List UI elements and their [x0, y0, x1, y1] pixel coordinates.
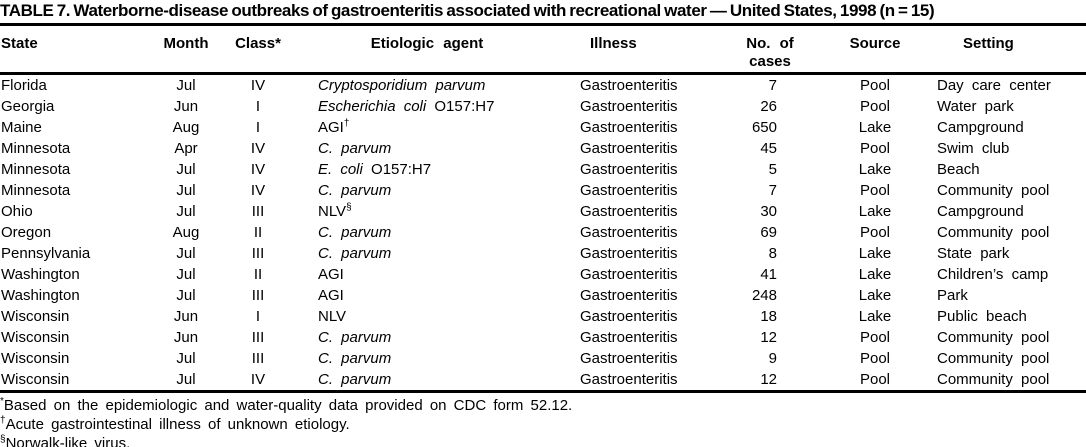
- table-header-row: [0, 26, 1086, 74]
- table-row: [0, 285, 1086, 306]
- cell-month: Aug: [172, 224, 200, 241]
- cell-class: IV: [250, 77, 266, 94]
- cell-etiologic-agent: C. parvum: [318, 140, 392, 157]
- cell-state: Wisconsin: [1, 308, 70, 325]
- cell-state: Maine: [1, 119, 42, 136]
- cell-class: I: [255, 98, 261, 115]
- cell-cases: 41: [760, 266, 777, 283]
- cell-class: IV: [250, 161, 266, 178]
- cell-source: Lake: [858, 203, 892, 220]
- cell-etiologic-agent: C. parvum: [318, 329, 392, 346]
- cell-month: Jul: [176, 182, 196, 199]
- cell-source: Pool: [859, 329, 891, 346]
- cell-cases: 248: [751, 287, 777, 304]
- cell-month: Jun: [173, 308, 199, 325]
- footnote-marker: §: [0, 434, 6, 445]
- cell-state: Wisconsin: [0, 369, 150, 392]
- cell-source: Lake: [858, 287, 892, 304]
- cell-illness: Gastroenteritis: [580, 203, 678, 220]
- cell-illness: Gastroenteritis: [580, 245, 678, 262]
- cell-source: Lake: [858, 245, 892, 262]
- cell-illness: Gastroenteritis: [580, 224, 678, 241]
- cell-illness: Gastroenteritis: [580, 329, 678, 346]
- cell-month: Jul: [150, 369, 222, 392]
- cell-month: Jul: [176, 203, 196, 220]
- cell-setting: Campground: [937, 203, 1024, 220]
- table-row: [0, 159, 1086, 180]
- cell-cases: 7: [768, 77, 777, 94]
- cell-month: Aug: [172, 119, 200, 136]
- cell-month: Jul: [176, 161, 196, 178]
- cell-illness: Gastroenteritis: [580, 119, 678, 136]
- cell-state: Oregon: [1, 224, 52, 241]
- cell-cases: 8: [768, 245, 777, 262]
- cell-setting: Water park: [937, 98, 1014, 115]
- cell-cases: 650: [751, 119, 777, 136]
- cell-source: Lake: [858, 308, 892, 325]
- footnote-text: Norwalk-like virus.: [5, 435, 131, 447]
- table-row: [0, 74, 1086, 97]
- cell-etiologic-agent: AGI: [318, 266, 344, 283]
- cell-cases: 5: [768, 161, 777, 178]
- table-row: [0, 348, 1086, 369]
- cell-etiologic-agent: E. coli O157:H7: [318, 161, 432, 178]
- table-row: [0, 306, 1086, 327]
- cell-illness: Gastroenteritis: [580, 161, 678, 178]
- cell-illness: Gastroenteritis: [580, 308, 678, 325]
- table-row: [0, 138, 1086, 159]
- cell-setting: Community pool: [937, 224, 1050, 241]
- table-title: TABLE 7. Waterborne-disease outbreaks of gastroenteritis associated with recreational water — United States, 1998 (n = 15): [0, 0, 1086, 26]
- column-header-month: Month: [150, 26, 222, 74]
- cell-cases: 12: [725, 369, 815, 392]
- cell-state: Washington: [1, 287, 80, 304]
- cell-source: Pool: [859, 224, 891, 241]
- cell-illness: Gastroenteritis: [580, 266, 678, 283]
- table-row: [0, 264, 1086, 285]
- cases-header-line2: cases: [749, 53, 791, 70]
- cell-class: I: [255, 119, 261, 136]
- cell-setting: Swim club: [937, 140, 1010, 157]
- cell-illness: Gastroenteritis: [580, 350, 678, 367]
- cell-cases: 45: [760, 140, 777, 157]
- cell-month: Apr: [174, 140, 198, 157]
- cell-setting: State park: [937, 245, 1010, 262]
- cell-cases: 69: [760, 224, 777, 241]
- cell-state: Minnesota: [1, 140, 71, 157]
- outbreaks-table: [0, 26, 1086, 393]
- table-row: [0, 201, 1086, 222]
- cell-month: Jul: [176, 77, 196, 94]
- cell-setting: Beach: [937, 161, 980, 178]
- cell-source: Pool: [859, 182, 891, 199]
- cell-state: Washington: [1, 266, 80, 283]
- column-header-etiologic-agent: Etiologic agent: [294, 26, 560, 74]
- cell-source: Lake: [858, 161, 892, 178]
- cell-cases: 30: [760, 203, 777, 220]
- cell-etiologic-agent: C. parvum: [318, 350, 392, 367]
- footnote-text: Acute gastrointestinal illness of unknown etiology.: [5, 416, 350, 433]
- cell-state: Minnesota: [1, 161, 71, 178]
- cell-class: I: [255, 308, 261, 325]
- table-row: [0, 222, 1086, 243]
- column-header-setting: Setting: [935, 26, 1086, 74]
- cell-etiologic-agent: Cryptosporidium parvum: [318, 77, 486, 94]
- cell-etiologic-agent: C. parvum: [318, 182, 392, 199]
- cell-illness: Gastroenteritis: [580, 77, 678, 94]
- cell-cases: 18: [760, 308, 777, 325]
- cell-source: Pool: [815, 369, 935, 392]
- cell-illness: Gastroenteritis: [580, 140, 678, 157]
- cell-class: IV: [250, 182, 266, 199]
- cell-class: IV: [250, 140, 266, 157]
- cell-setting: Community pool: [937, 350, 1050, 367]
- footnote-class: [0, 396, 1086, 415]
- table-row: [0, 117, 1086, 138]
- cell-etiologic-agent: AGI: [318, 287, 344, 304]
- cell-class: III: [251, 287, 265, 304]
- column-header-cases: [725, 26, 815, 74]
- cell-etiologic-agent: C. parvum: [294, 369, 560, 392]
- column-header-class: Class*: [222, 26, 294, 74]
- footnote-agi: [0, 415, 1086, 434]
- cell-class: IV: [222, 369, 294, 392]
- cell-state: Wisconsin: [1, 350, 70, 367]
- cell-cases: 26: [760, 98, 777, 115]
- cell-illness: Gastroenteritis: [580, 182, 678, 199]
- table-row: [0, 369, 1086, 392]
- cell-setting: Community pool: [937, 182, 1050, 199]
- cell-class: III: [251, 329, 265, 346]
- cell-month: Jun: [173, 98, 199, 115]
- cell-state: Minnesota: [1, 182, 71, 199]
- column-header-state: State: [0, 26, 150, 74]
- table-row: [0, 180, 1086, 201]
- column-header-illness: Illness: [560, 26, 725, 74]
- table-row: [0, 243, 1086, 264]
- cell-etiologic-agent: NLV§: [318, 202, 352, 220]
- cell-state: Ohio: [1, 203, 33, 220]
- cell-cases: 7: [768, 182, 777, 199]
- cell-etiologic-agent: C. parvum: [318, 245, 392, 262]
- cell-class: II: [253, 224, 263, 241]
- cell-source: Pool: [859, 98, 891, 115]
- cell-source: Pool: [859, 140, 891, 157]
- cell-source: Pool: [859, 77, 891, 94]
- cell-cases: 12: [760, 329, 777, 346]
- cell-cases: 9: [768, 350, 777, 367]
- footnote-marker: *: [0, 396, 4, 407]
- footnote-text: Based on the epidemiologic and water-quality data provided on CDC form 52.12.: [3, 397, 573, 414]
- footnote-marker: †: [0, 415, 6, 426]
- footnote-nlv: [0, 434, 1086, 447]
- cell-source: Lake: [858, 266, 892, 283]
- cell-class: III: [251, 203, 265, 220]
- cell-illness: Gastroenteritis: [580, 98, 678, 115]
- cell-state: Georgia: [1, 98, 55, 115]
- column-header-source: Source: [815, 26, 935, 74]
- cell-setting: Community pool: [935, 369, 1086, 392]
- table-row: [0, 327, 1086, 348]
- cell-etiologic-agent: Escherichia coli O157:H7: [318, 98, 495, 115]
- cell-state: Wisconsin: [1, 329, 70, 346]
- cell-month: Jun: [173, 329, 199, 346]
- cell-setting: Day care center: [937, 77, 1051, 94]
- cell-class: III: [251, 350, 265, 367]
- cell-etiologic-agent: C. parvum: [318, 224, 392, 241]
- cases-header-line1: No. of: [746, 35, 794, 52]
- cell-illness: Gastroenteritis: [560, 369, 725, 392]
- cell-state: Pennsylvania: [1, 245, 91, 262]
- table-row: [0, 96, 1086, 117]
- cell-month: Jul: [176, 287, 196, 304]
- table-body: [0, 74, 1086, 392]
- cell-setting: Campground: [937, 119, 1024, 136]
- cell-etiologic-agent: NLV: [318, 308, 347, 325]
- cell-month: Jul: [176, 350, 196, 367]
- cell-state: Florida: [1, 77, 47, 94]
- cell-class: II: [253, 266, 263, 283]
- cell-setting: Children’s camp: [937, 266, 1049, 283]
- cell-setting: Community pool: [937, 329, 1050, 346]
- cell-source: Lake: [858, 119, 892, 136]
- cell-illness: Gastroenteritis: [580, 287, 678, 304]
- cell-month: Jul: [176, 266, 196, 283]
- cell-source: Pool: [859, 350, 891, 367]
- cell-setting: Public beach: [937, 308, 1027, 325]
- cell-etiologic-agent: AGI†: [318, 118, 350, 136]
- footnotes: [0, 393, 1086, 447]
- cell-setting: Park: [937, 287, 968, 304]
- cell-class: III: [251, 245, 265, 262]
- cell-month: Jul: [176, 245, 196, 262]
